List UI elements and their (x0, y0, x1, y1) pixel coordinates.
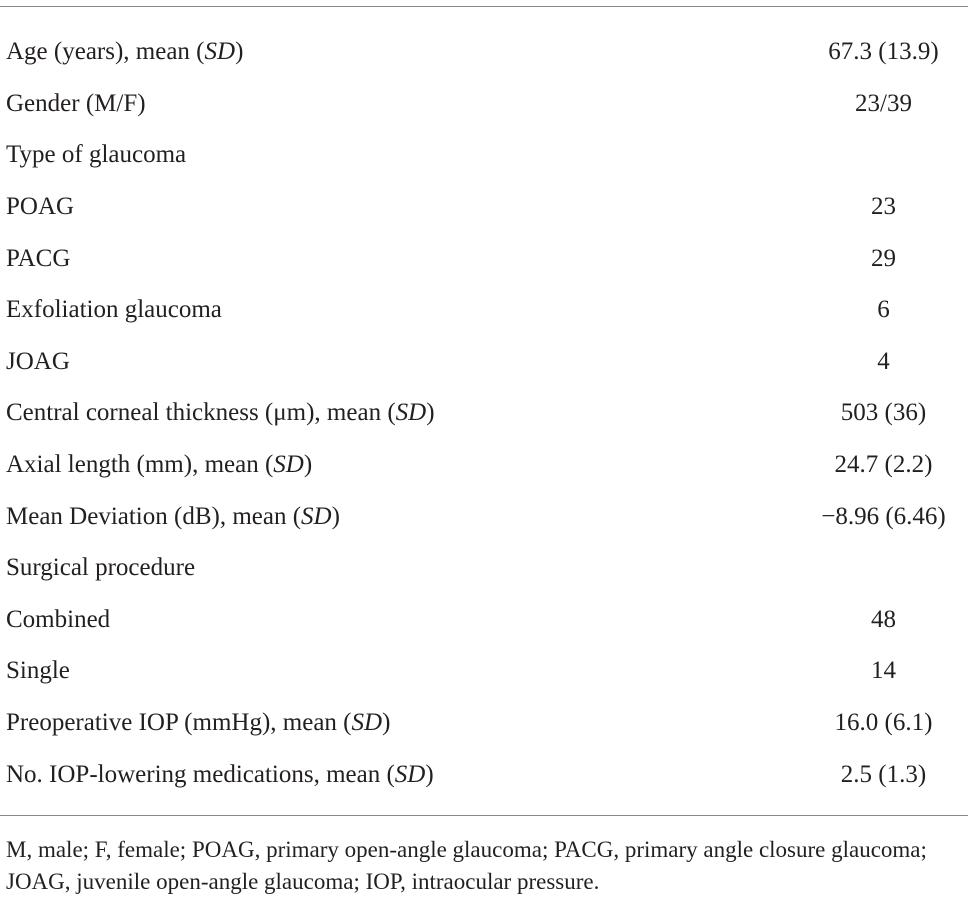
row-value: 29 (871, 244, 896, 272)
table-bottom-rule (0, 815, 968, 816)
row-label: Surgical procedure (6, 554, 196, 582)
row-label: PACG (6, 244, 71, 272)
row-value: 23 (871, 193, 896, 221)
table-row (0, 439, 968, 491)
row-label: Central corneal thickness (μm), mean ( SD ) (6, 399, 435, 427)
row-value: 16.0 (6.1) (834, 709, 933, 737)
row-value: 2.5 (1.3) (840, 760, 927, 788)
row-label: Gender (M/F) (6, 89, 146, 117)
table-row (0, 645, 968, 697)
row-value (800, 542, 968, 594)
table-body (0, 26, 968, 800)
row-value: 503 (36) (840, 399, 927, 427)
row-value: 67.3 (13.9) (828, 38, 939, 66)
table-footnote: M, male; F, female; POAG, primary open-angle glaucoma; PACG, primary angle closure glaucoma; JOAG, juvenile open-angle glaucoma; IOP, intraocular pressure. (6, 837, 927, 894)
row-label: Mean Deviation (dB), mean ( SD ) (6, 502, 340, 530)
row-value: −8.96 (6.46) (821, 502, 946, 530)
row-label: Preoperative IOP (mmHg), mean ( SD ) (6, 709, 391, 737)
table-row (0, 78, 968, 130)
table-row (0, 490, 968, 542)
row-label: Axial length (mm), mean ( SD ) (6, 451, 313, 479)
table-row (0, 181, 968, 233)
row-value: 14 (871, 657, 896, 685)
row-label: Age (years), mean ( SD ) (6, 38, 244, 66)
table-row (0, 232, 968, 284)
table-row (0, 748, 968, 800)
table-row (0, 594, 968, 646)
row-value: 48 (871, 605, 896, 633)
table-row (0, 336, 968, 388)
row-label: JOAG (6, 347, 70, 375)
row-value (800, 129, 968, 181)
table-row (0, 697, 968, 749)
table-top-rule (0, 6, 968, 7)
row-label: POAG (6, 193, 75, 221)
row-value: 24.7 (2.2) (834, 451, 933, 479)
row-label: No. IOP-lowering medications, mean ( SD ) (6, 760, 434, 788)
row-value: 6 (877, 296, 890, 324)
table-row (0, 284, 968, 336)
table-row (0, 26, 968, 78)
row-label: Combined (6, 605, 111, 633)
row-value: 4 (877, 347, 890, 375)
table-row (0, 542, 968, 594)
row-label: Exfoliation glaucoma (6, 296, 222, 324)
row-label: Single (6, 657, 70, 685)
row-value: 23/39 (855, 89, 912, 117)
table-row (0, 129, 968, 181)
table-row (0, 387, 968, 439)
row-label: Type of glaucoma (6, 141, 187, 169)
